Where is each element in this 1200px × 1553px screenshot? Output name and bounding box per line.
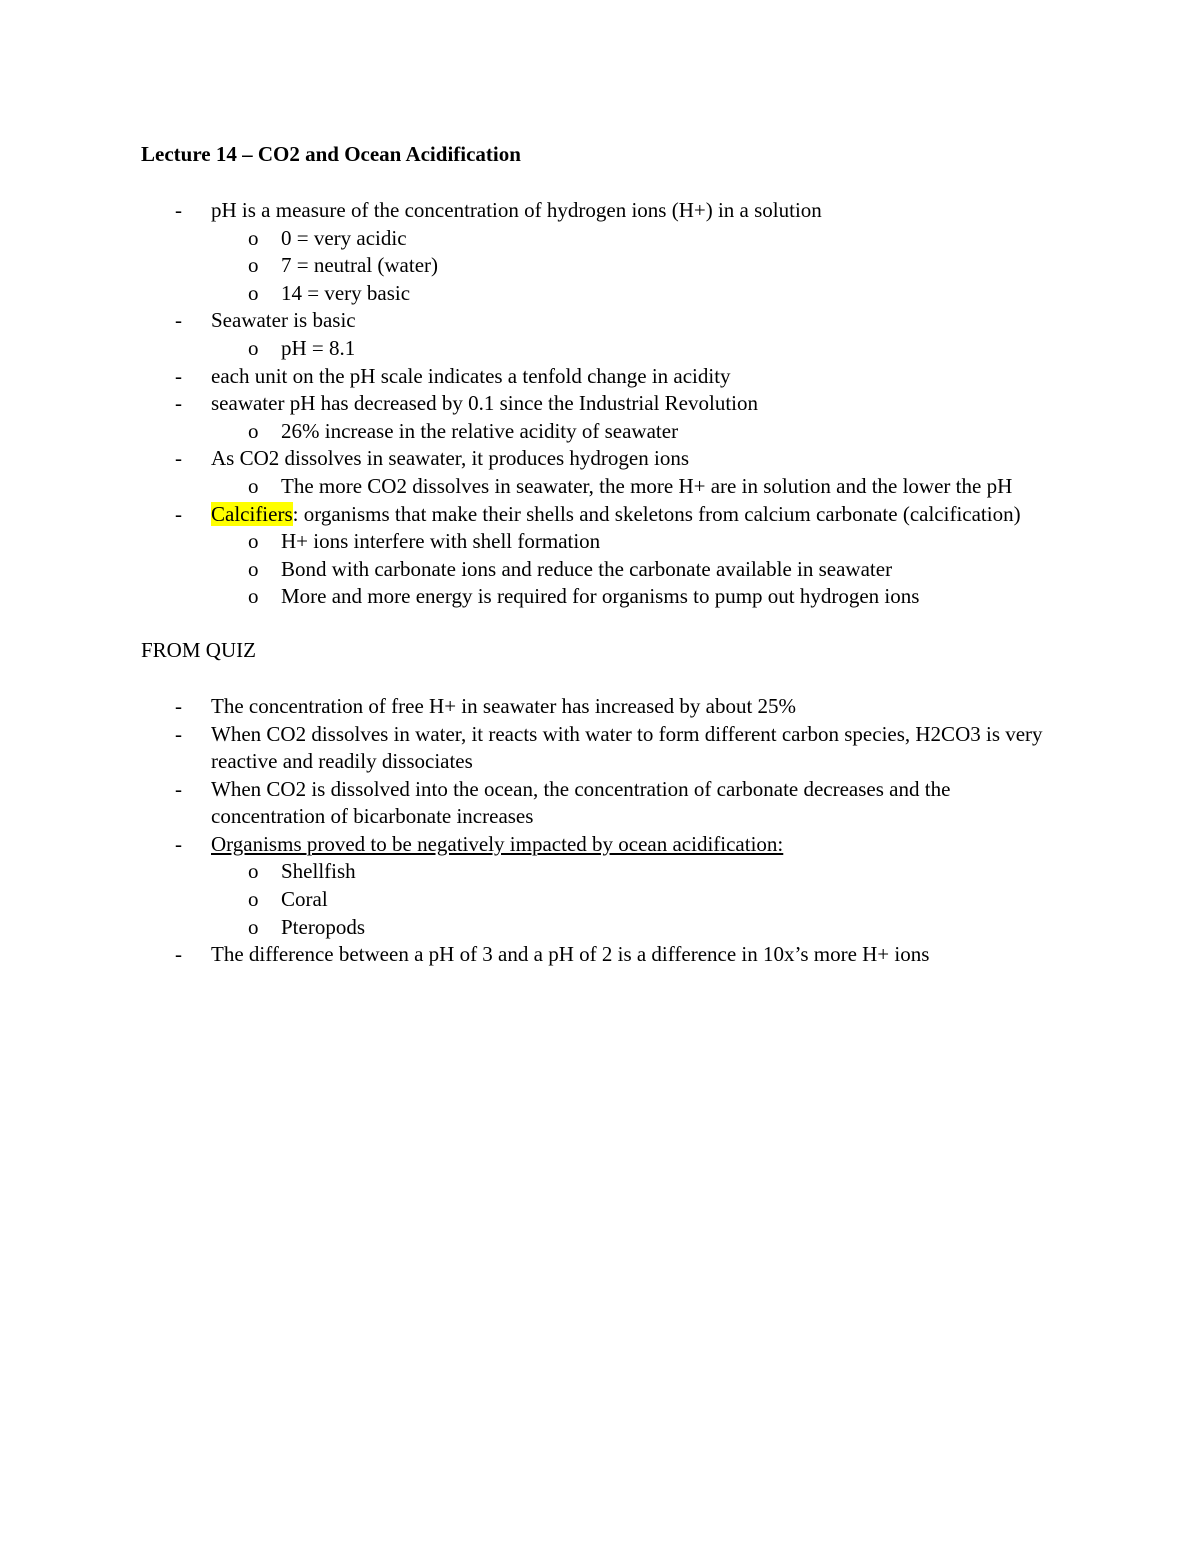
list-item-body: When CO2 dissolves in water, it reacts with water to form different carbon species, H2CO3 is very reactive and readily dissociates [211,721,1043,774]
dash-bullet: - [175,446,182,471]
list-item-text [211,777,950,829]
list-item-text [211,832,783,856]
circle-bullet: o [248,529,259,554]
highlighted-term: Calcifiers [211,501,293,526]
circle-bullet: o [248,887,259,912]
sub-list-item [211,528,1061,556]
dash-bullet: - [175,776,182,801]
list-item [141,390,1061,445]
sub-list-item-text: Bond with carbonate ions and reduce the carbonate available in seawater [281,556,893,581]
dash-bullet: - [175,501,182,526]
sub-list-item-text: 7 = neutral (water) [281,253,439,278]
list-item-body: each unit on the pH scale indicates a tenfold change in acidity [211,363,731,388]
circle-bullet: o [248,914,259,939]
sub-list-item [211,914,1061,942]
sub-list-item [211,886,1061,914]
sub-list-item-text: 14 = very basic [281,280,411,305]
list-item-body: When CO2 is dissolved into the ocean, the concentration of carbonate decreases and the concentration of bicarbonate increases [211,776,951,829]
list-item-text [211,364,731,388]
sub-list-item-text: 26% increase in the relative acidity of seawater [281,418,679,443]
sub-list-item [211,225,1061,253]
dash-bullet: - [175,308,182,333]
list-item-body: The difference between a pH of 3 and a pH of 2 is a difference in 10x’s more H+ ions [211,942,930,967]
dash-bullet: - [175,391,182,416]
circle-bullet: o [248,418,259,443]
sub-list-item [211,473,1061,501]
list-item-text [211,722,1043,774]
sub-list-item-text: H+ ions interfere with shell formation [281,529,601,554]
list-item-text [211,308,356,332]
sub-list-item-text: Pteropods [281,914,365,939]
sub-list-item [211,335,1061,363]
section-heading-from-quiz: FROM QUIZ [141,637,256,662]
dash-bullet: - [175,198,182,222]
circle-bullet: o [248,335,259,360]
list-item-body: The concentration of free H+ in seawater has increased by about 25% [211,693,797,718]
list-item [141,693,1061,721]
list-item-text [211,942,929,966]
sub-list-item [211,556,1061,584]
list-item-text [211,391,758,415]
sub-list-item-text: Shellfish [281,859,356,884]
sub-list-item [211,252,1061,280]
lecture-notes-list [141,197,1061,611]
list-item-text [211,198,822,222]
list-item [141,831,1061,941]
sub-list [211,528,1061,611]
list-item [141,776,1061,831]
sub-list [211,335,1061,363]
circle-bullet: o [248,225,259,250]
list-item-text [211,502,1021,526]
sub-list-item-text: Coral [281,887,328,912]
sub-list-item [211,858,1061,886]
sub-list-item-text: 0 = very acidic [281,225,407,250]
sub-list-item [211,583,1061,611]
list-item [141,941,1061,969]
list-item-body: : organisms that make their shells and skeletons from calcium carbonate (calcification) [292,501,1021,526]
list-item [141,445,1061,500]
dash-bullet: - [175,721,182,746]
circle-bullet: o [248,473,259,498]
circle-bullet: o [248,253,259,278]
circle-bullet: o [248,556,259,581]
list-item-body: Seawater is basic [211,308,356,333]
sub-list-item-text: pH = 8.1 [281,335,356,360]
dash-bullet: - [175,942,182,967]
dash-bullet: - [175,363,182,388]
sub-list [211,858,1061,941]
quiz-notes-list [141,693,1061,969]
document-page [141,141,1061,969]
list-item [141,501,1061,611]
dash-bullet: - [175,693,182,718]
document-title: Lecture 14 – CO2 and Ocean Acidification [141,142,521,166]
dash-bullet: - [175,831,182,856]
list-item-body: As CO2 dissolves in seawater, it produces hydrogen ions [211,446,690,471]
list-item-body: pH is a measure of the concentration of hydrogen ions (H+) in a solution [211,198,822,222]
sub-list [211,418,1061,446]
list-item-body: Organisms proved to be negatively impacted by ocean acidification: [211,831,784,856]
list-item [141,197,1061,307]
list-item-text [211,694,796,718]
sub-list-item [211,280,1061,308]
circle-bullet: o [248,859,259,884]
sub-list-item [211,418,1061,446]
list-item [141,363,1061,391]
sub-list-item-text: More and more energy is required for organisms to pump out hydrogen ions [281,584,920,609]
circle-bullet: o [248,584,259,609]
list-item-text [211,446,689,470]
circle-bullet: o [248,280,259,305]
list-item-body: seawater pH has decreased by 0.1 since the Industrial Revolution [211,391,758,416]
sub-list [211,473,1061,501]
list-item [141,721,1061,776]
sub-list [211,225,1061,308]
sub-list-item-text: The more CO2 dissolves in seawater, the more H+ are in solution and the lower the pH [281,473,1013,498]
list-item [141,307,1061,362]
